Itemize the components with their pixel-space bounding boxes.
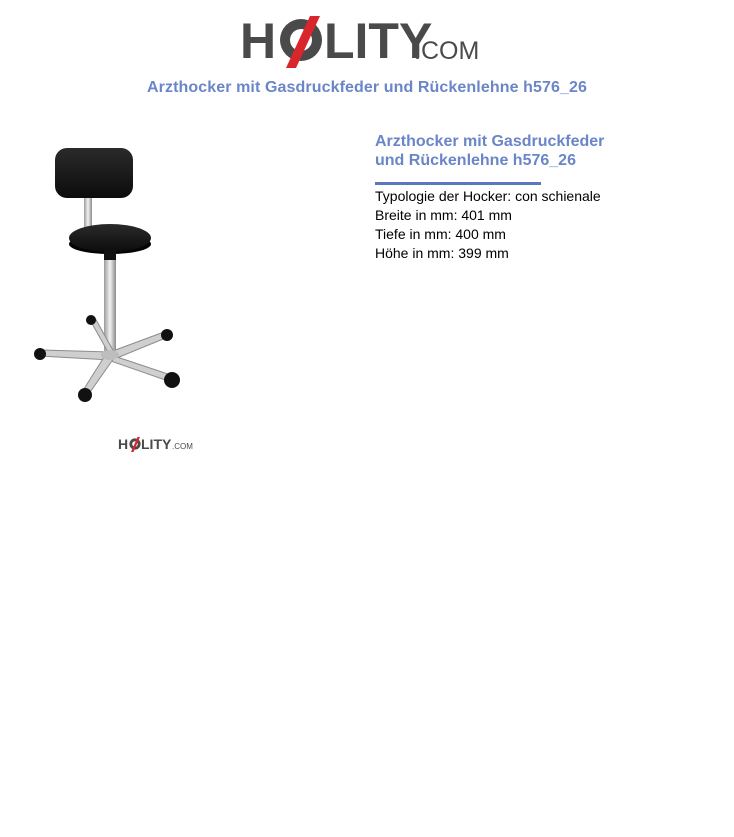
watermark-o-mark-icon	[129, 437, 140, 452]
spec-row-typology: Typologie der Hocker: con schienale	[375, 188, 601, 204]
logo-o-mark-icon	[280, 16, 322, 68]
logo-letter-h: H	[240, 13, 277, 69]
logo-suffix-com: .COM	[414, 37, 480, 65]
page-title: Arzthocker mit Gasdruckfeder und Rückenlehne h576_26	[146, 79, 587, 96]
spec-row-width: Breite in mm: 401 mm	[375, 207, 512, 223]
title-divider	[375, 182, 541, 185]
watermark-logo	[118, 436, 193, 452]
svg-text:.COM: .COM	[172, 442, 193, 451]
product-details	[375, 132, 675, 263]
logo-letters-lity: LITY	[324, 13, 433, 69]
svg-text:H: H	[118, 436, 129, 452]
spec-list	[375, 187, 675, 263]
spec-row-depth: Tiefe in mm: 400 mm	[375, 226, 506, 242]
product-title: Arzthocker mit Gasdruckfeder und Rückenlehne h576_26	[375, 133, 605, 169]
holity-logo[interactable]	[240, 12, 480, 68]
svg-text:LITY: LITY	[141, 436, 172, 452]
product-image-stool	[24, 140, 204, 415]
spec-row-height: Höhe in mm: 399 mm	[375, 245, 509, 261]
